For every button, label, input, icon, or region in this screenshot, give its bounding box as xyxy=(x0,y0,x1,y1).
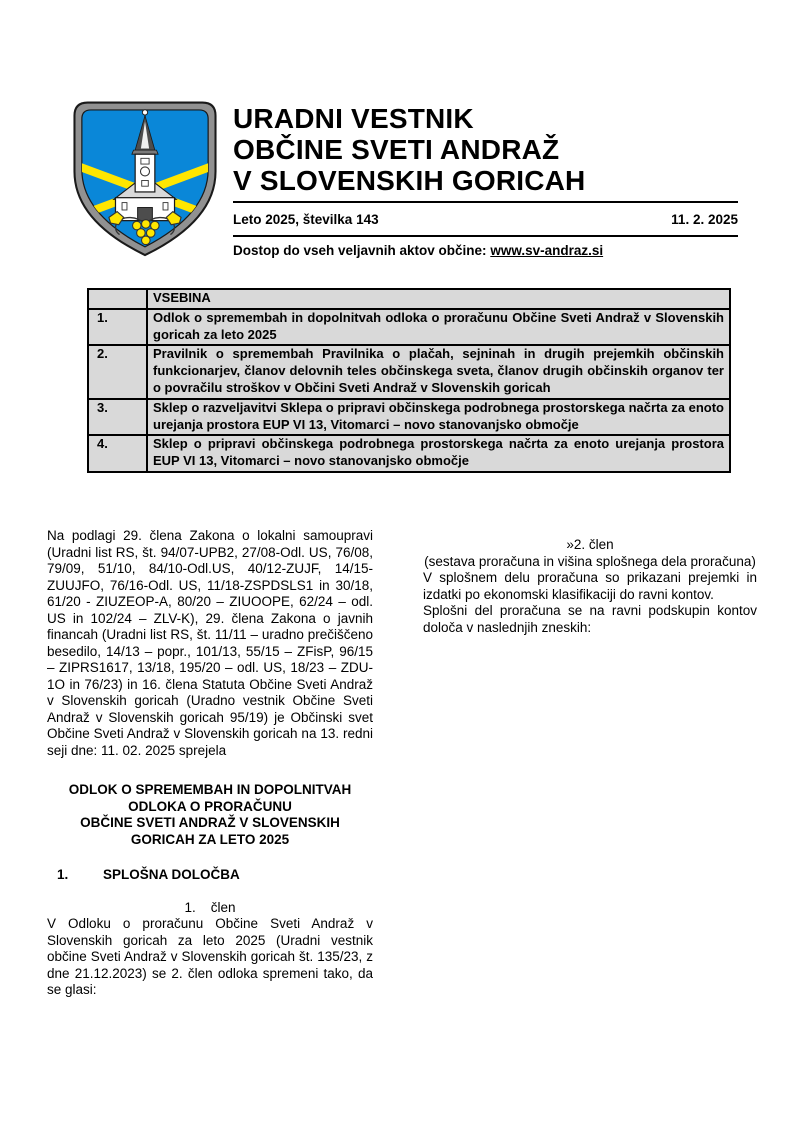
issue-meta-row xyxy=(233,203,738,237)
coat-of-arms-icon xyxy=(63,96,227,260)
contents-row-text: Pravilnik o spremembah Pravilnika o plačah, sejninah in drugih prejemkih občinskih funkcionarjev, članov delovnih teles občinskega sveta, članov drugih občinskih organov ter o povračilu stroškov v Občini Sveti Andraž v Slovenskih goricah xyxy=(147,345,730,398)
contents-row-text: Sklep o pripravi občinskega podrobnega prostorskega načrta za enoto urejanja prostora EUP VI 13, Vitomarci – novo stanovanjsko območje xyxy=(147,435,730,472)
table-row xyxy=(88,309,730,346)
article-2-paragraph-2: Splošni del proračuna se na ravni podskupin kontov določa v naslednjih zneskih: xyxy=(423,603,757,635)
coat-of-arms-svg xyxy=(63,96,227,260)
contents-row-number: 4. xyxy=(88,435,147,472)
access-line xyxy=(233,237,738,258)
issue-number: Leto 2025, številka 143 xyxy=(233,212,379,227)
article-2-heading: »2. člen xyxy=(566,537,614,552)
contents-header-title: VSEBINA xyxy=(147,289,730,309)
legal-preamble: Na podlagi 29. člena Zakona o lokalni samoupravi (Uradni list RS, št. 94/07-UPB2, 27/08-Odl. US, 76/08, 79/09, 51/10, 84/10-Odl.US, 40/12-ZUJF, 14/15-ZUUJFO, 76/16-Odl. US, 11/18-ZSPDSLS1 in 30/18, 61/20 - ZIUZEOP-A, 80/20 – ZIUOOPE, 62/24 – odl. US in 102/24 – ZLV-K), 29. člena Zakona o javnih financah (Uradni list RS, št. 11/11 – uradno prečiščeno besedilo, 14/13 – popr., 101/13, 55/15 – ZFisP, 96/15 – ZIPRS1617, 13/18, 195/20 – odl. US, 18/23 – ZDU-1O in 76/23) in 16. člena Statuta Občine Sveti Andraž v Slovenskih goricah (Uradno vestnik Občine Sveti Andraž v Slovenskih goricah 95/19) je Občinski svet Občine Sveti Andraž v Slovenskih goricah na 13. redni seji dne: 11. 02. 2025 sprejela xyxy=(47,528,373,758)
decree-title xyxy=(47,782,373,848)
article-1-label: člen xyxy=(210,899,236,915)
article-2-subtitle: (sestava proračuna in višina splošnega dela proračuna) xyxy=(424,553,756,569)
municipality-website-link[interactable]: www.sv-andraz.si xyxy=(490,243,604,258)
contents-row-number: 3. xyxy=(88,399,147,436)
decree-title-line-4: GORICAH ZA LETO 2025 xyxy=(130,831,290,847)
article-1-body: V Odloku o proračunu Občine Sveti Andraž v Slovenskih goricah za leto 2025 (Uradni vestnik občine Sveti Andraž v Slovenskih goricah št. 135/23, z dne 21.12.2023) se 2. člen odloka spremeni tako, da se glasi: xyxy=(47,916,373,997)
section-number: 1. xyxy=(57,867,69,882)
table-row xyxy=(88,345,730,398)
contents-header-empty-cell xyxy=(88,289,147,309)
left-column xyxy=(47,528,373,999)
article-1-heading xyxy=(47,900,373,917)
article-1-number: 1. xyxy=(184,899,196,915)
contents-row-number: 1. xyxy=(88,309,147,346)
gazette-title-line-2: OBČINE SVETI ANDRAŽ xyxy=(233,134,560,165)
decree-title-line-3: OBČINE SVETI ANDRAŽ V SLOVENSKIH xyxy=(80,815,340,830)
contents-row-text: Odlok o spremembah in dopolnitvah odloka o proračunu Občine Sveti Andraž v Slovenskih goricah za leto 2025 xyxy=(147,309,730,346)
table-row xyxy=(88,435,730,472)
section-title: SPLOŠNA DOLOČBA xyxy=(103,867,240,882)
gazette-title xyxy=(233,103,738,203)
issue-date: 11. 2. 2025 xyxy=(671,212,738,227)
right-column xyxy=(423,537,757,636)
masthead xyxy=(233,103,738,258)
access-text: Dostop do vseh veljavnih aktov občine: xyxy=(233,243,491,258)
contents-row-number: 2. xyxy=(88,345,147,398)
decree-title-line-2: ODLOKA O PRORAČUNU xyxy=(128,798,292,814)
contents-header-row xyxy=(88,289,730,309)
gazette-title-line-3: V SLOVENSKIH GORICAH xyxy=(233,165,586,196)
contents-table xyxy=(87,288,731,473)
contents-row-text: Sklep o razveljavitvi Sklepa o pripravi občinskega podrobnega prostorskega načrta za enoto urejanja prostora EUP VI 13, Vitomarci – novo stanovanjsko območje xyxy=(147,399,730,436)
decree-title-line-1: ODLOK O SPREMEMBAH IN DOPOLNITVAH xyxy=(68,782,352,797)
section-heading xyxy=(47,867,373,884)
table-row xyxy=(88,399,730,436)
gazette-title-line-1: URADNI VESTNIK xyxy=(233,103,474,134)
article-2-paragraph-1: V splošnem delu proračuna so prikazani prejemki in izdatki po ekonomski klasifikaciji do ravni kontov. xyxy=(423,570,757,602)
